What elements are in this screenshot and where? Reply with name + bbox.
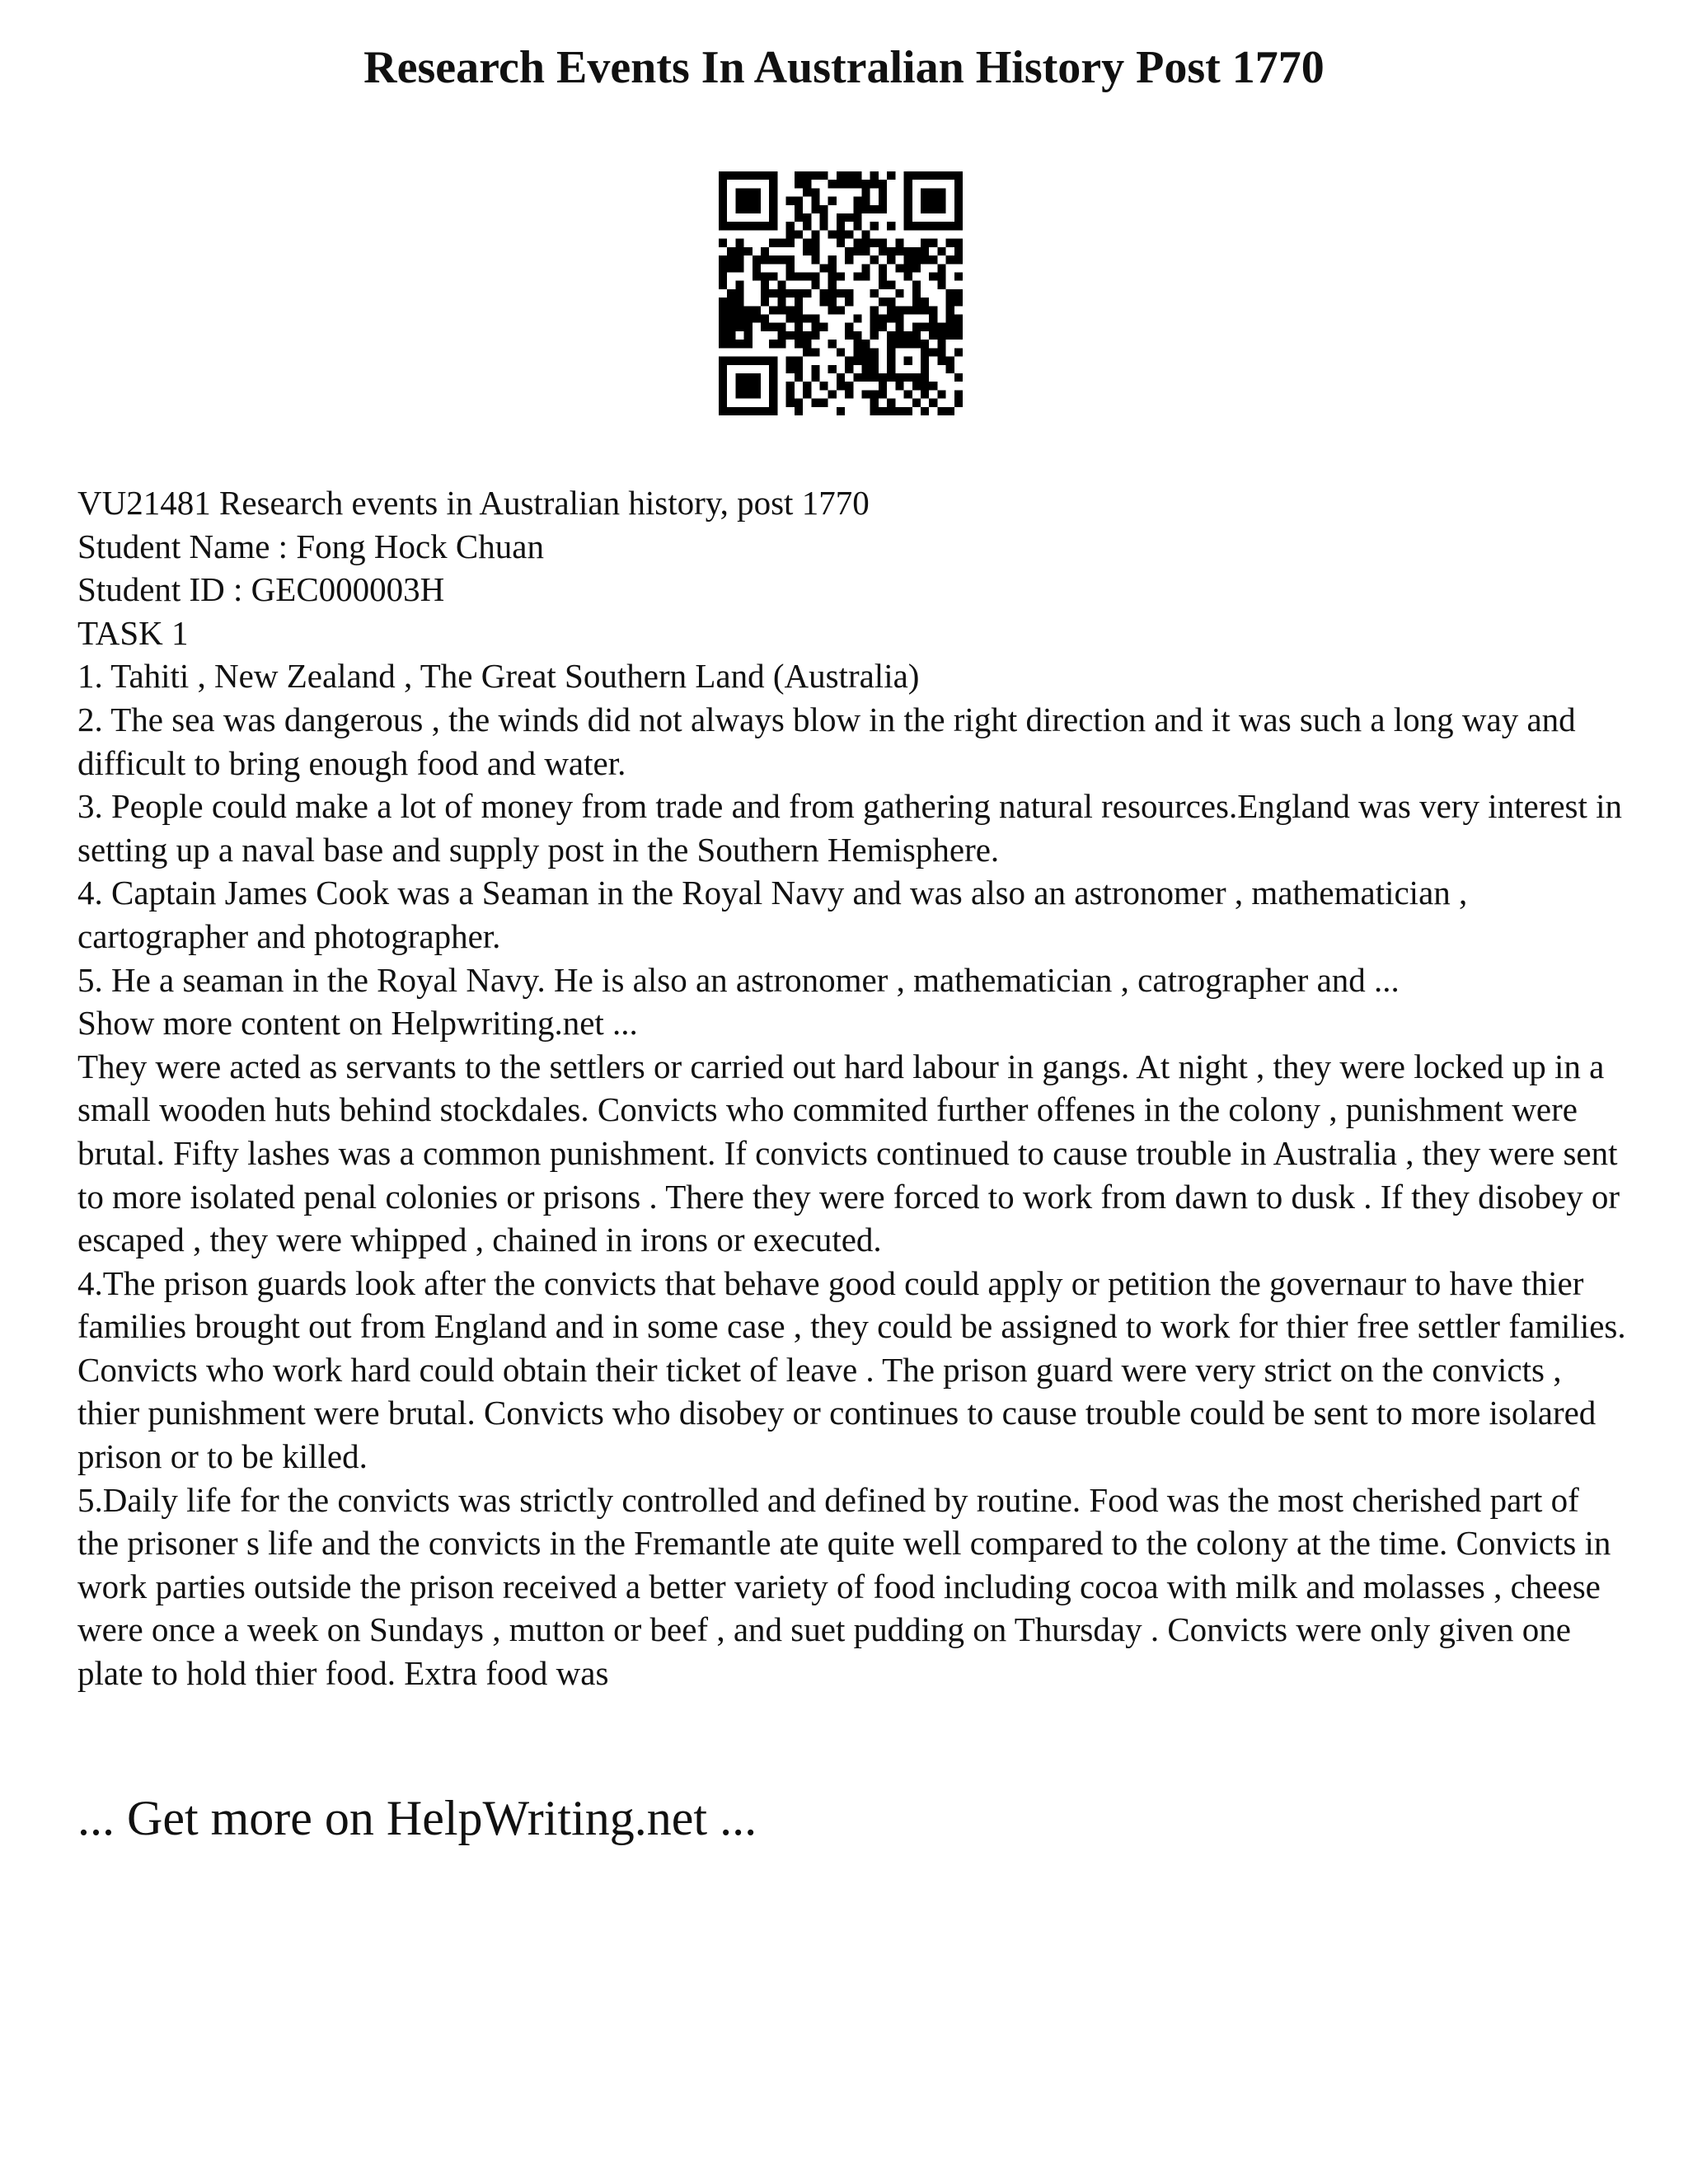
answer-5: 5. He a seaman in the Royal Navy. He is also an astronomer , mathematician , catrographer and ... [77, 960, 1400, 999]
paragraph-convicts: They were acted as servants to the settlers or carried out hard labour in gangs. At night , they were locked up in a small wooden huts behind stockdales. Convicts who commited further offenes in the colony , punishment were brutal. Fifty lashes was a common punishment. If convicts continued to cause trouble in Australia , they were sent to more isolated penal colonies or prisons . There they were forced to work from dawn to dusk . If they disobey or escaped , they were whipped , chained in irons or executed. [77, 1047, 1620, 1259]
get-more-link[interactable]: ... Get more on HelpWriting.net ... [77, 1791, 757, 1845]
document-body [77, 481, 1627, 1695]
paragraph-prison-guards: 4.The prison guards look after the convicts that behave good could apply or petition the governaur to have thier families brought out from England and in some case , they could be assigned to work for thier free settler families. Convicts who work hard could obtain their ticket of leave . The prison guard were very strict on the convicts , thier punishment were brutal. Convicts who disobey or continues to cause trouble could be sent to more isolared prison or to be killed. [77, 1263, 1626, 1476]
course-line: VU21481 Research events in Australian history, post 1770 [77, 484, 870, 522]
answer-4: 4. Captain James Cook was a Seaman in the Royal Navy and was also an astronomer , mathematician , cartographer and photographer. [77, 874, 1468, 955]
qr-code-icon [719, 171, 963, 415]
student-name-line: Student Name : Fong Hock Chuan [77, 527, 544, 565]
student-id-line: Student ID : GEC000003H [77, 570, 445, 609]
show-more-link[interactable]: Show more content on Helpwriting.net ... [77, 1004, 638, 1043]
page-title: Research Events In Australian History Post 1770 [363, 42, 1325, 93]
answer-2: 2. The sea was dangerous , the winds did not always blow in the right direction and it was such a long way and difficult to bring enough food and water. [77, 700, 1576, 782]
paragraph-daily-life: 5.Daily life for the convicts was strictly controlled and defined by routine. Food was the most cherished part of the prisoner s life and the convicts in the Fremantle ate quite well compared to the colony at the time. Convicts in work parties outside the prison received a better variety of food including cocoa with milk and molasses , cheese were once a week on Sundays , mutton or beef , and suet pudding on Thursday . Convicts were only given one plate to hold thier food. Extra food was [77, 1480, 1611, 1693]
answer-1: 1. Tahiti , New Zealand , The Great Southern Land (Australia) [77, 657, 920, 696]
answer-3: 3. People could make a lot of money from trade and from gathering natural resources.England was very interest in setting up a naval base and supply post in the Southern Hemisphere. [77, 787, 1623, 869]
task-heading: TASK 1 [77, 613, 189, 652]
qr-code-graphic [719, 171, 963, 415]
